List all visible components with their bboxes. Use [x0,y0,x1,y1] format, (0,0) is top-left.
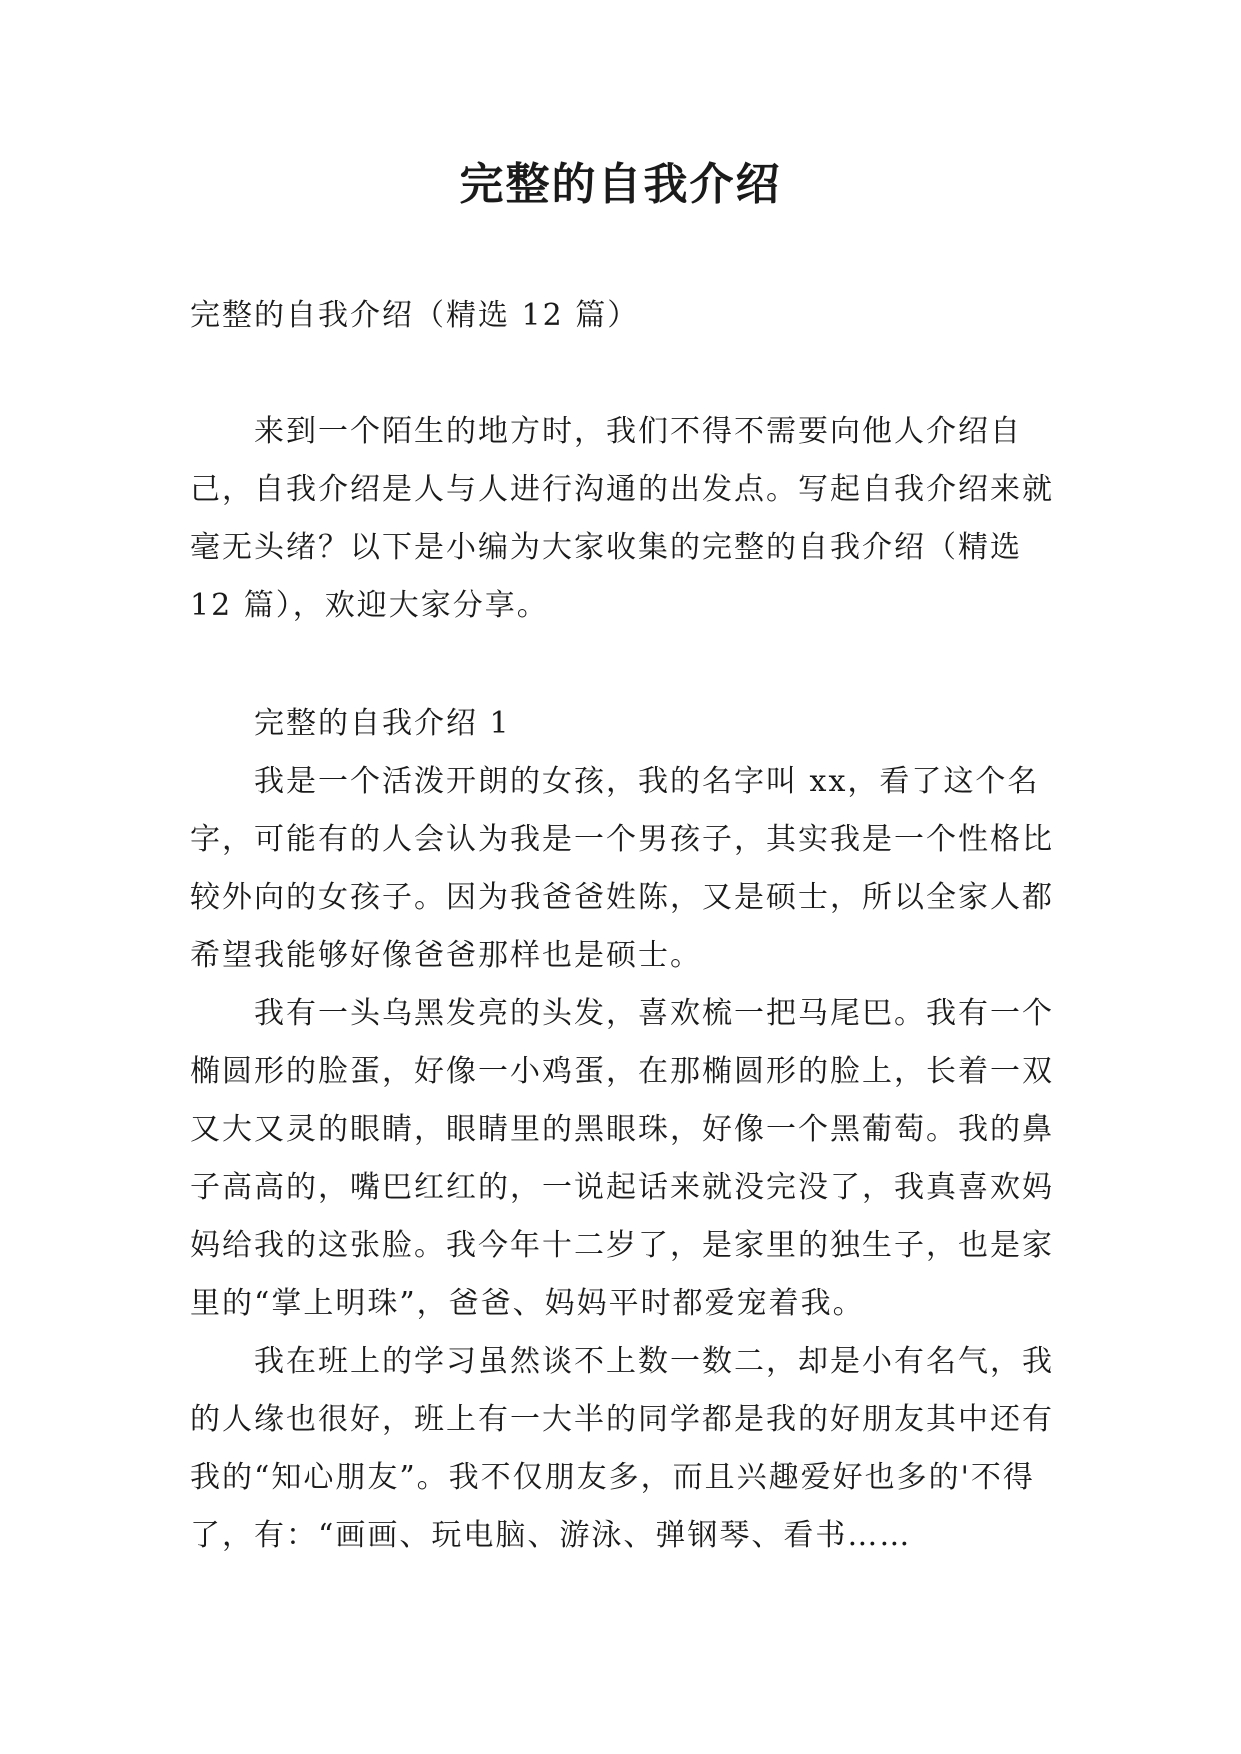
body-paragraph: 我在班上的学习虽然谈不上数一数二，却是小有名气，我的人缘也很好，班上有一大半的同学都是我的好朋友其中还有我的“知心朋友”。我不仅朋友多，而且兴趣爱好也多的'不得了，有：“画画、玩电脑、游泳、弹钢琴、看书…… [190,1344,1054,1553]
intro-paragraph: 来到一个陌生的地方时，我们不得不需要向他人介绍自己，自我介绍是人与人进行沟通的出发点。写起自我介绍来就毫无头绪？以下是小编为大家收集的完整的自我介绍（精选 12 篇），欢迎大家分享。 [190,414,1054,623]
section-body [190,753,1056,1565]
section-heading: 完整的自我介绍 1 [254,706,511,741]
body-paragraph: 我有一头乌黑发亮的头发，喜欢梳一把马尾巴。我有一个椭圆形的脸蛋，好像一小鸡蛋，在那椭圆形的脸上，长着一双又大又灵的眼睛，眼睛里的黑眼珠，好像一个黑葡萄。我的鼻子高高的，嘴巴红红的，一说起话来就没完没了，我真喜欢妈妈给我的这张脸。我今年十二岁了，是家里的独生子，也是家里的“掌上明珠”，爸爸、妈妈平时都爱宠着我。 [190,996,1054,1321]
document-title: 完整的自我介绍 [459,159,782,210]
body-paragraph: 我是一个活泼开朗的女孩，我的名字叫 xx，看了这个名字，可能有的人会认为我是一个男孩子，其实我是一个性格比较外向的女孩子。因为我爸爸姓陈，又是硕士，所以全家人都希望我能够好像爸爸那样也是硕士。 [190,764,1054,973]
document-subtitle: 完整的自我介绍（精选 12 篇） [190,298,640,333]
